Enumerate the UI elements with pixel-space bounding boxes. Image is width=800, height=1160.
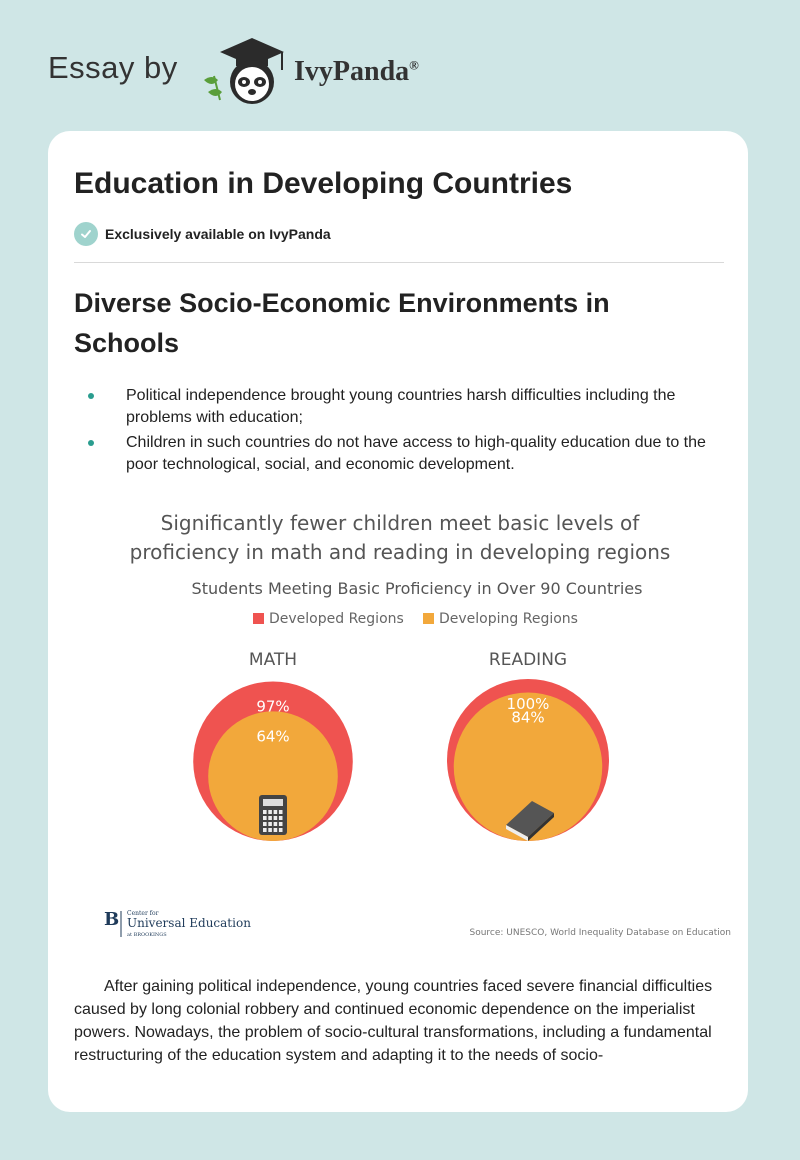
section-title: Diverse Socio-Economic Environments in Schools [74, 288, 610, 358]
chart-title-line1: Significantly fewer children meet basic levels of [160, 511, 640, 535]
list-item [74, 432, 714, 476]
chart-title-line2: proficiency in math and reading in developing regions [129, 540, 671, 564]
panda-logo-icon [200, 36, 300, 108]
logo-mark: B [104, 909, 120, 930]
category-label-math: MATH [248, 650, 298, 670]
logo-sub: at BROOKINGS [127, 932, 167, 938]
legend-label-developing: Developing Regions [439, 611, 578, 627]
chart-source: Source: UNESCO, World Inequality Database on Education [469, 928, 731, 938]
article-card [48, 131, 748, 1112]
check-icon [74, 222, 98, 246]
bullet-icon [88, 393, 94, 399]
calculator-icon [259, 795, 287, 835]
bullet-list [74, 385, 714, 479]
data-label-developing-math: 64% [256, 727, 290, 746]
legend-label-developed: Developed Regions [269, 611, 404, 627]
legend-swatch-developed [253, 613, 264, 624]
bullet-text: Political independence brought young countries harsh difficulties including the problems with education; [126, 387, 676, 426]
brand-name: IvyPanda® [294, 56, 419, 87]
logo-small: Center for [127, 910, 159, 917]
data-label-developed-reading: 100% [506, 695, 550, 713]
data-label-developed-math: 97% [256, 697, 290, 716]
logo-main: Universal Education [127, 916, 251, 930]
brand-header [48, 28, 508, 108]
category-label-reading: READING [488, 650, 568, 670]
proficiency-chart [48, 503, 748, 953]
brookings-logo [104, 909, 251, 938]
page-title: Education in Developing Countries [74, 167, 573, 200]
exclusive-text: Exclusively available on IvyPanda [105, 226, 331, 242]
legend-swatch-developing [423, 613, 434, 624]
bullet-text: Children in such countries do not have access to high-quality education due to the poor technological, social, and economic development. [126, 434, 706, 473]
list-item [74, 385, 714, 429]
bullet-icon [88, 440, 94, 446]
divider [74, 262, 724, 263]
exclusive-badge [74, 221, 331, 247]
brand-prefix: Essay by [48, 50, 178, 85]
chart-subtitle: Students Meeting Basic Proficiency in Over 90 Countries [191, 579, 643, 598]
body-paragraph: After gaining political independence, young countries faced severe financial difficulties caused by long colonial robbery and continued economic dependence on the imperialist powers. Nowadays, the problem of socio-cultural transformations, including a fundamental restructuring of the education system and adapting it to the needs of socio- [74, 978, 713, 1064]
data-label-developing-reading: 84% [511, 708, 545, 727]
